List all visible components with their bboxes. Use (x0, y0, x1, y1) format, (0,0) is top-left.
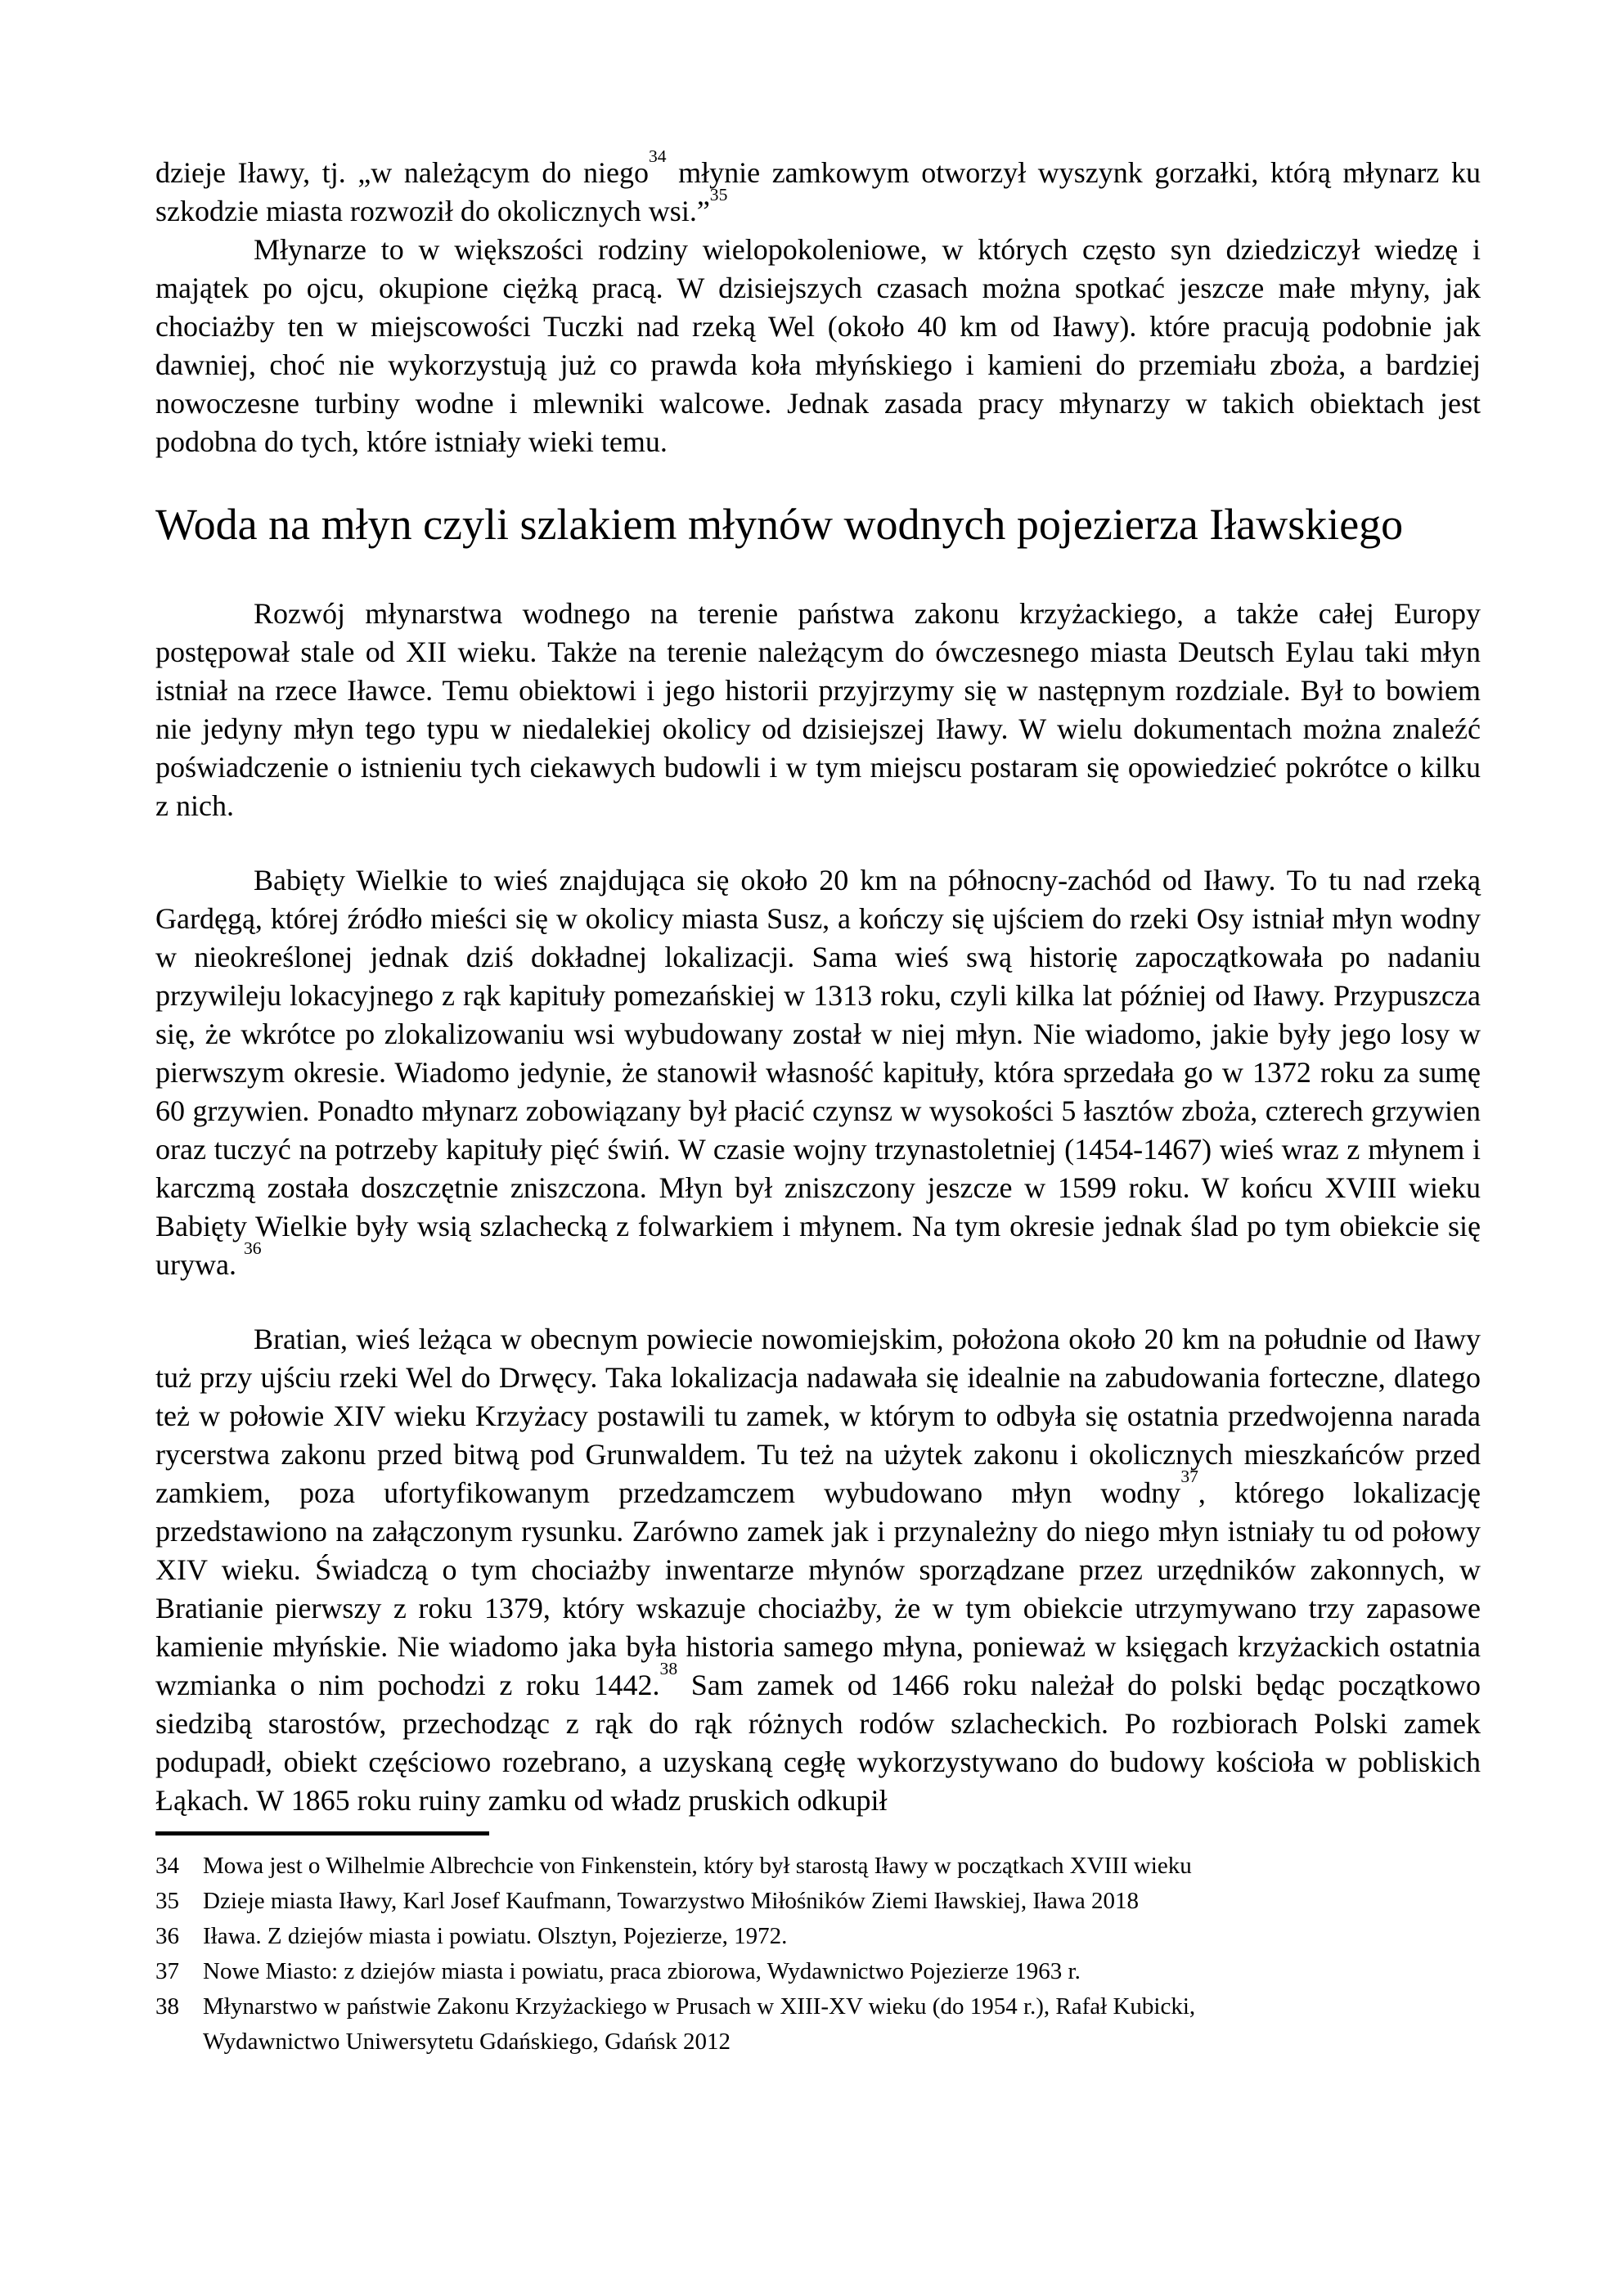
footnote-ref-35: 35 (709, 185, 728, 205)
footnote-number: 34 (155, 1853, 179, 1879)
footnote-line: Mowa jest o Wilhelmie Albrechcie von Finkenstein, który był starostą Iławy w początkach XVIII wieku (203, 1853, 1192, 1879)
paragraph-text: Babięty Wielkie to wieś znajdująca się około 20 km na północny-zachód od Iławy. To tu nad rzeką Gardęgą, której źródło mieści się w okolicy miasta Susz, a kończy się ujściem do rzeki Osy istniał młyn wodny w nieokreślonej jednak dziś dokładnej lokalizacji. Sama wieś swą historię zapoczątkowała po nadaniu przywileju lokacyjnego z rąk kapituły pomezańskiej w 1313 roku, czyli kilka lat później od Iławy. Przypuszcza się, że wkrótce po zlokalizowaniu wsi wybudowany został w niej młyn. Nie wiadomo, jakie były jego losy w pierwszym okresie. Wiadomo jedynie, że stanowił własność kapituły, która sprzedała go w 1372 roku za sumę 60 grzywien. Ponadto młynarz zobowiązany był płacić czynsz w wysokości 5 łasztów zboża, czterech grzywien oraz tuczyć na potrzeby kapituły pięć świń. W czasie wojny trzynastoletniej (1454-1467) wieś wraz z młynem i karczmą została doszczętnie zniszczona. Młyn był zniszczony jeszcze w 1599 roku. W końcu XVIII wieku Babięty Wielkie były wsią szlachecką z folwarkiem i młynem. Na tym okresie jednak ślad po tym obiekcie się urywa. (155, 864, 1481, 1281)
section-heading: Woda na młyn czyli szlakiem młynów wodnych pojezierza Iławskiego (155, 500, 1404, 549)
paragraph-babiety (155, 861, 1481, 1284)
paragraph-development (155, 595, 1481, 825)
footnote-number: 36 (155, 1923, 179, 1949)
footnote-separator-rule (155, 1831, 489, 1835)
footnotes-section (155, 1849, 1481, 2060)
paragraph-text: Młynarze to w większości rodziny wielopokoleniowe, w których często syn dziedziczył wiedzę i majątek po ojcu, okupione ciężką pracą. W dzisiejszych czasach można spotkać jeszcze małe młyny, jak chociażby ten w miejscowości Tuczki nad rzeką Wel (około 40 km od Iławy). które pracują podobnie jak dawniej, choć nie wykorzystują już co prawda koła młyńskiego i kamieni do przemiału zboża, a bardziej nowoczesne turbiny wodne i mlewniki walcowe. Jednak zasada pracy młynarzy w takich obiektach jest podobna do tych, które istniały wieki temu. (155, 233, 1481, 458)
footnote-row (155, 1884, 1481, 1919)
footnote-number: 35 (155, 1888, 179, 1914)
text-column (155, 146, 1481, 2060)
paragraph-continued (155, 146, 1481, 231)
footnote-text (203, 1989, 1481, 2060)
footnote-row (155, 1919, 1481, 1954)
footnote-line: Wydawnictwo Uniwersytetu Gdańskiego, Gdańsk 2012 (203, 2029, 731, 2055)
footnote-line: Iława. Z dziejów miasta i powiatu. Olsztyn, Pojezierze, 1972. (203, 1923, 788, 1949)
footnote-row (155, 1989, 1481, 2060)
paragraph-text: dzieje Iławy, tj. „w należącym do niego (155, 156, 649, 189)
footnote-text (203, 1849, 1481, 1884)
footnote-row (155, 1849, 1481, 1884)
paragraph-text: Rozwój młynarstwa wodnego na terenie państwa zakonu krzyżackiego, a także całej Europy postępował stale od XII wieku. Także na terenie należącym do ówczesnego miasta Deutsch Eylau taki młyn istniał na rzece Iławce. Temu obiektowi i jego historii przyjrzymy się w następnym rozdziale. Był to bowiem nie jedyny młyn tego typu w niedalekiej okolicy od dzisiejszej Iławy. W wielu dokumentach można znaleźć poświadczenie o istnieniu tych ciekawych budowli i w tym miejscu postaram się opowiedzieć pokrótce o kilku z nich. (155, 597, 1481, 822)
paragraph-text: młynie zamkowym otworzył wyszynk gorzałki, którą młynarz ku szkodzie miasta rozwoził do okolicznych wsi.” (155, 156, 1481, 227)
footnote-number: 38 (155, 1993, 179, 2020)
footnote-number: 37 (155, 1958, 179, 1984)
footnote-text (203, 1884, 1481, 1919)
paragraph-text: Sam zamek od 1466 roku należał do polski będąc początkowo siedzibą starostów, przechodząc z rąk do rąk różnych rodów szlacheckich. Po rozbiorach Polski zamek podupadł, obiekt częściowo rozebrano, a uzyskaną cegłę wykorzystywano do budowy kościoła w pobliskich Łąkach. W 1865 roku ruiny zamku od władz pruskich odkupił (155, 1669, 1481, 1817)
footnote-line: Dzieje miasta Iławy, Karl Josef Kaufmann, Towarzystwo Miłośników Ziemi Iławskiej, Iława 2018 (203, 1888, 1139, 1914)
footnote-ref-36: 36 (243, 1238, 262, 1259)
paragraph-bratian (155, 1320, 1481, 1820)
footnote-text (203, 1954, 1481, 1989)
paragraph-text: Bratian, wieś leżąca w obecnym powiecie nowomiejskim, położona około 20 km na południe od Iławy tuż przy ujściu rzeki Wel do Drwęcy. Taka lokalizacja nadawała się idealnie na zabudowania forteczne, dlatego też w połowie XIV wieku Krzyżacy postawili tu zamek, w którym to odbyła się ostatnia przedwojenna narada rycerstwa zakonu przed bitwą pod Grunwaldem. Tu też na użytek zakonu i okolicznych mieszkańców przed zamkiem, poza ufortyfikowanym przedzamczem wybudowano młyn wodny (155, 1323, 1481, 1509)
footnote-ref-34: 34 (648, 146, 667, 167)
footnote-ref-37: 37 (1180, 1467, 1198, 1487)
footnote-ref-38: 38 (659, 1659, 678, 1679)
paragraph-millers (155, 231, 1481, 461)
footnote-row (155, 1954, 1481, 1989)
footnote-text (203, 1919, 1481, 1954)
footnote-line: Młynarstwo w państwie Zakonu Krzyżackiego w Prusach w XIII-XV wieku (do 1954 r.), Rafał Kubicki, (203, 1993, 1196, 2020)
footnote-line: Nowe Miasto: z dziejów miasta i powiatu, praca zbiorowa, Wydawnictwo Pojezierze 1963 r. (203, 1958, 1081, 1984)
paragraph-text: , którego lokalizację przedstawiono na załączonym rysunku. Zarówno zamek jak i przynależny do niego młyn istniały tu od połowy XIV wieku. Świadczą o tym chociażby inwentarze młynów sporządzane przez urzędników zakonnych, w Bratianie pierwszy z roku 1379, który wskazuje chociażby, że w tym obiekcie utrzymywano trzy zapasowe kamienie młyńskie. Nie wiadomo jaka była historia samego młyna, ponieważ w księgach krzyżackich ostatnia wzmianka o nim pochodzi z roku 1442. (155, 1476, 1481, 1701)
